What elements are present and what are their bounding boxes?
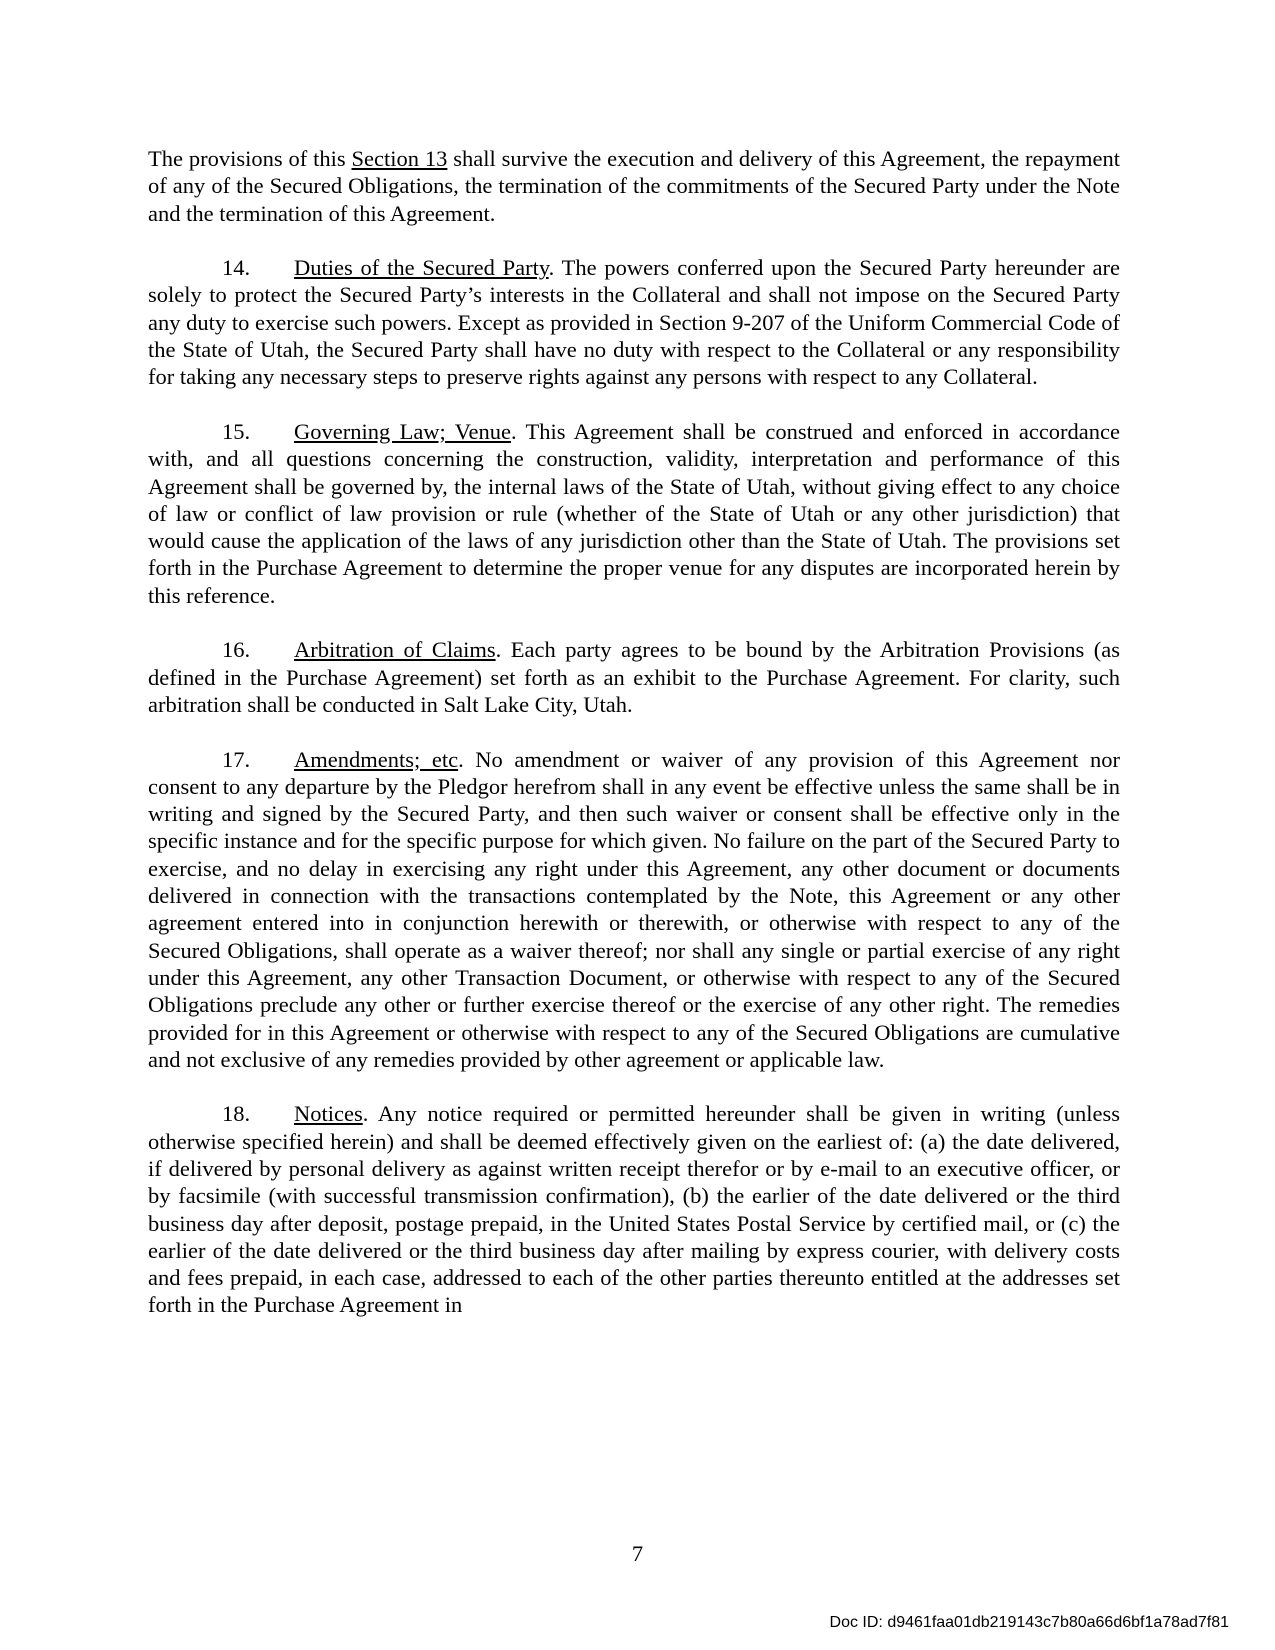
section-text: . This Agreement shall be construed and enforced in accordance with, and all questions concerning the construction, validity, interpretation and performance of this Agreement shall be governed by, the internal laws of the State of Utah, without giving effect to any choice of law or conflict of law provision or rule (whether of the State of Utah or any other jurisdiction) that would cause the application of the laws of any jurisdiction other than the State of Utah. The provisions set forth in the Purchase Agreement to determine the proper venue for any disputes are incorporated herein by this reference. — [148, 418, 1121, 608]
section-18-notices — [148, 1100, 1120, 1318]
section-number: 16. — [222, 637, 251, 663]
section-text: . Any notice required or permitted hereunder shall be given in writing (unless otherwise specified herein) and shall be deemed effectively given on the earliest of: (a) the date delivered, if delivered by personal delivery as against written receipt therefor or by e-mail to an executive officer, or by facsimile (with successful transmission confirmation), (b) the earlier of the date delivered or the third business day after deposit, postage prepaid, in the United States Postal Service by certified mail, or (c) the earlier of the date delivered or the third business day after mailing by express courier, with delivery costs and fees prepaid, in each case, addressed to each of the other parties thereunto entitled at the addresses set forth in the Purchase Agreement in — [148, 1101, 1120, 1318]
section-text: . No amendment or waiver of any provision of this Agreement nor consent to any departure by the Pledgor herefrom shall in any event be effective unless the same shall be in writing and signed by the Secured Party, and then such waiver or consent shall be effective only in the specific instance and for the specific purpose for which given. No failure on the part of the Secured Party to exercise, and no delay in exercising any right under this Agreement, any other document or documents delivered in connection with the transactions contemplated by the Note, this Agreement or any other agreement entered into in conjunction herewith or therewith, or otherwise with respect to any of the Secured Obligations, shall operate as a waiver thereof; nor shall any single or partial exercise of any right under this Agreement, any other Transaction Document, or otherwise with respect to any of the Secured Obligations preclude any other or further exercise thereof or the exercise of any other right. The remedies provided for in this Agreement or otherwise with respect to any of the Secured Obligations are cumulative and not exclusive of any remedies provided by other agreement or applicable law. — [148, 746, 1120, 1072]
section-17-amendments — [148, 746, 1120, 1074]
section-heading: Notices — [294, 1101, 363, 1127]
section-13-reference: Section 13 — [351, 146, 448, 171]
section-14-duties-of-secured-party — [148, 254, 1120, 390]
page-number: 7 — [631, 1541, 644, 1566]
section-15-governing-law — [148, 418, 1120, 609]
document-body — [148, 145, 1120, 1346]
section-heading: Arbitration of Claims — [294, 637, 496, 663]
doc-id: Doc ID: d9461faa01db219143c7b80a66d6bf1a78ad7f81 — [829, 1614, 1229, 1631]
section-number: 17. — [222, 746, 251, 772]
section-number: 14. — [222, 255, 251, 281]
section-heading: Amendments; etc — [294, 746, 459, 772]
paragraph-text: shall survive the execution and delivery of this Agreement, the repayment of any of the Secured Obligations, the termination of the commitments of the Secured Party under the Note and the termination of this Agreement. — [148, 146, 1120, 226]
paragraph-section-13-survival — [148, 145, 1120, 227]
section-number: 15. — [222, 418, 251, 444]
section-16-arbitration — [148, 636, 1120, 718]
section-heading: Governing Law; Venue — [294, 418, 511, 444]
paragraph-text: The provisions of this — [148, 146, 352, 171]
section-heading: Duties of the Secured Party — [294, 255, 549, 281]
section-text: . Each party agrees to be bound by the Arbitration Provisions (as defined in the Purchase Agreement) set forth as an exhibit to the Purchase Agreement. For clarity, such arbitration shall be conducted in Salt Lake City, Utah. — [148, 637, 1120, 717]
section-number: 18. — [222, 1101, 251, 1127]
section-text: . The powers conferred upon the Secured Party hereunder are solely to protect the Secured Party’s interests in the Collateral and shall not impose on the Secured Party any duty to exercise such powers. Except as provided in Section 9-207 of the Uniform Commercial Code of the State of Utah, the Secured Party shall have no duty with respect to the Collateral or any responsibility for taking any necessary steps to preserve rights against any persons with respect to any Collateral. — [148, 255, 1120, 390]
